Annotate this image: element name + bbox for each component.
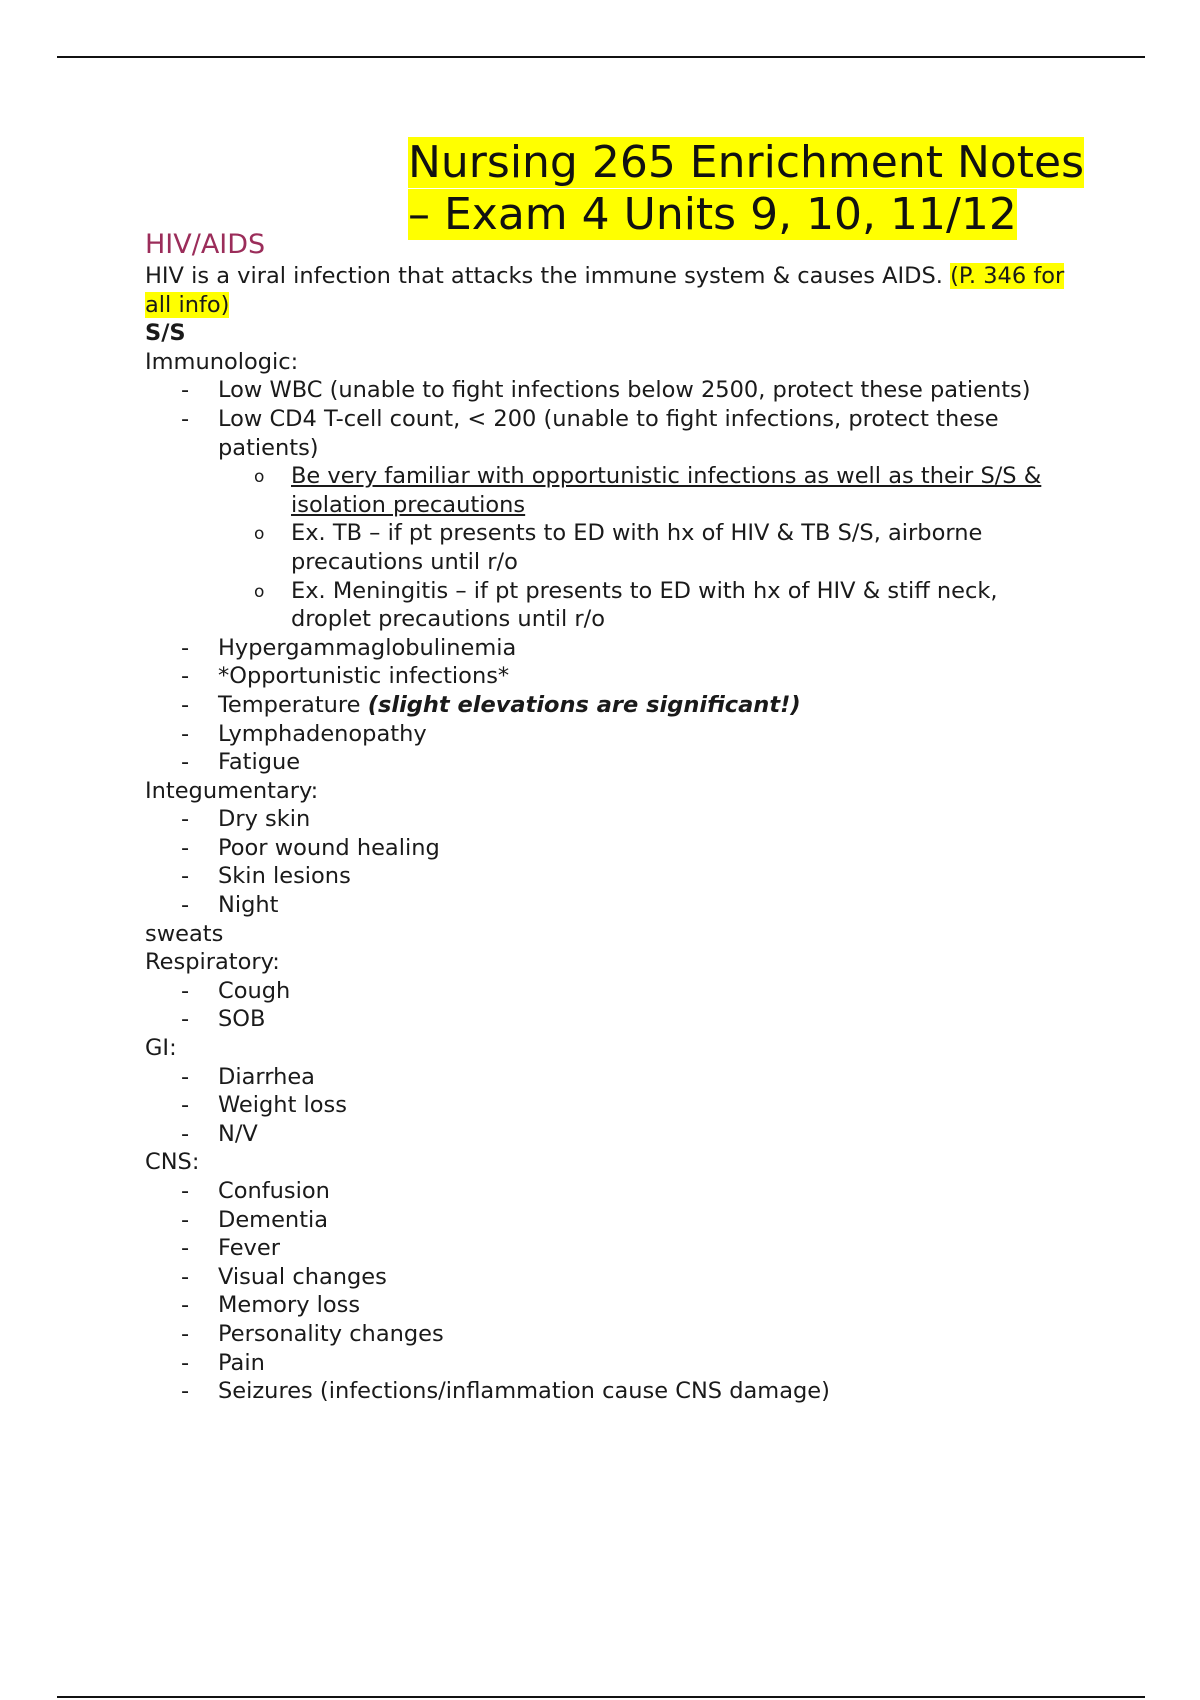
section-heading: HIV/AIDS (145, 229, 266, 260)
cns-label: CNS: (145, 1149, 200, 1176)
page-reference: (P. 346 for all info) (145, 263, 1065, 318)
opportunistic-sublist (145, 462, 1075, 634)
list-item: - N/V (145, 1120, 1075, 1149)
temperature-text: Temperature (218, 691, 361, 718)
intro-text: HIV is a viral infection that attacks the immune system & causes AIDS. (145, 263, 943, 289)
list-item: - Visual changes (145, 1263, 1075, 1292)
list-item: - Weight loss (145, 1091, 1075, 1120)
list-item: - Confusion (145, 1177, 1075, 1206)
list-item: - Fever (145, 1234, 1075, 1263)
integumentary-list (145, 805, 1075, 919)
sub-list-item-text: Be very familiar with opportunistic infections as well as their S/S & isolation precautions (291, 463, 1042, 518)
temperature-note: (slight elevations are significant!) (367, 691, 801, 718)
gi-list (145, 1063, 1075, 1149)
sub-list-item: o Ex. TB – if pt presents to ED with hx of HIV & TB S/S, airborne precautions until r/o (218, 519, 1075, 576)
list-item: - Diarrhea (145, 1063, 1075, 1092)
list-item: - SOB (145, 1005, 1075, 1034)
list-item: - Cough (145, 977, 1075, 1006)
sub-list-item: o Ex. Meningitis – if pt presents to ED with hx of HIV & stiff neck, droplet precautions until r/o (218, 577, 1075, 634)
list-item: - Memory loss (145, 1291, 1075, 1320)
list-item: - Low WBC (unable to fight infections below 2500, protect these patients) (145, 376, 1075, 405)
wrapped-text: sweats (145, 920, 224, 947)
list-item: - Seizures (infections/inflammation cause CNS damage) (145, 1377, 1075, 1406)
list-item: - Night (145, 891, 1075, 920)
notes-body (145, 262, 1075, 1406)
list-item-text: Low CD4 T-cell count, < 200 (unable to fight infections, protect these patients) (218, 405, 999, 461)
intro-paragraph (145, 262, 1075, 319)
list-item: - Hypergammaglobulinemia (145, 634, 1075, 663)
respiratory-list (145, 977, 1075, 1034)
ss-label: S/S (145, 320, 186, 347)
title-line-2: – Exam 4 Units 9, 10, 11/12 (408, 189, 1017, 240)
sub-list-item (218, 462, 1075, 519)
list-item: - Dementia (145, 1206, 1075, 1235)
title-line-1: Nursing 265 Enrichment Notes (408, 137, 1085, 188)
list-item (145, 691, 1075, 720)
page-title (408, 137, 1108, 241)
top-rule (57, 56, 1145, 58)
list-item: - Pain (145, 1349, 1075, 1378)
list-item: - Fatigue (145, 748, 1075, 777)
list-item: - Dry skin (145, 805, 1075, 834)
list-item: - Personality changes (145, 1320, 1075, 1349)
cns-list (145, 1177, 1075, 1406)
list-item: - *Opportunistic infections* (145, 662, 1075, 691)
list-item: - Lymphadenopathy (145, 720, 1075, 749)
immunologic-label: Immunologic: (145, 348, 299, 375)
list-item (145, 405, 1075, 634)
bottom-rule (57, 1696, 1145, 1698)
immunologic-list (145, 376, 1075, 776)
integumentary-label: Integumentary: (145, 777, 319, 804)
respiratory-label: Respiratory: (145, 949, 280, 976)
list-item: - Poor wound healing (145, 834, 1075, 863)
list-item: - Skin lesions (145, 862, 1075, 891)
gi-label: GI: (145, 1035, 177, 1062)
